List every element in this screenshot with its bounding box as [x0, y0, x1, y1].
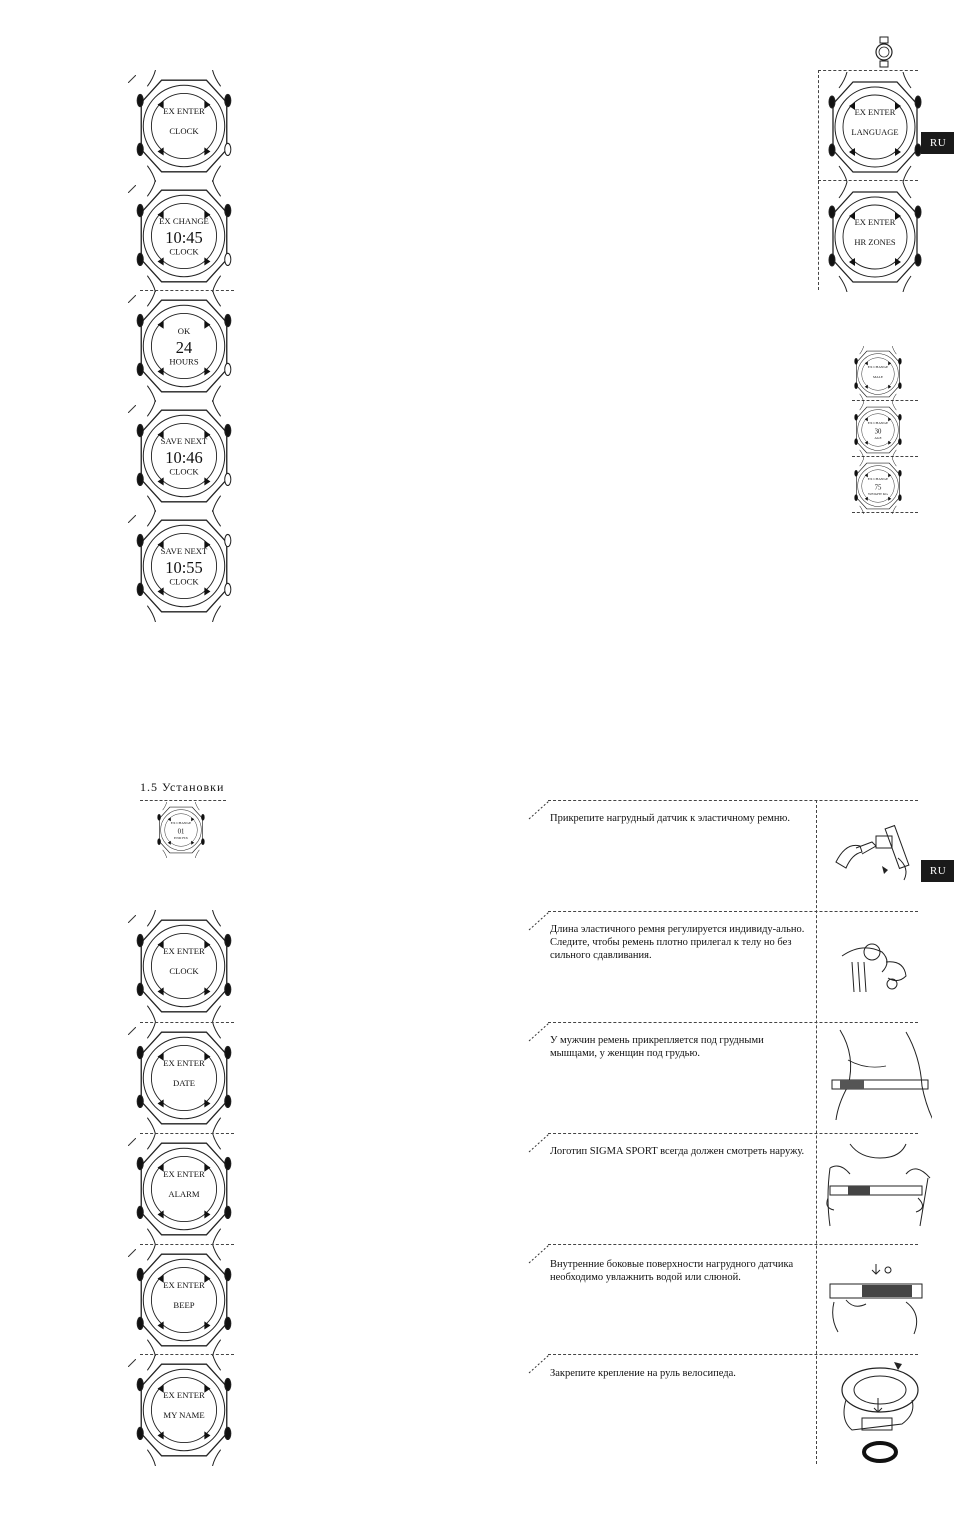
- lcd-big-value: 10:45: [165, 228, 203, 248]
- lcd-top-label: SAVE NEXT: [160, 435, 208, 446]
- watch-display: [850, 402, 906, 458]
- lcd-bottom-label: CLOCK: [169, 576, 199, 587]
- separator: [818, 70, 918, 71]
- separator: [140, 1244, 234, 1245]
- separator: [140, 290, 234, 291]
- lcd-bottom-label: CLOCK: [169, 246, 199, 257]
- lcd-top-label: OK: [177, 325, 191, 336]
- lcd-top-label: EX ENTER: [163, 945, 205, 956]
- lcd-top-label: EX CHANGE: [867, 420, 889, 425]
- torso-logo-illustration: [820, 1138, 932, 1235]
- lcd-bottom-label: MALE: [872, 375, 884, 380]
- lcd-bottom-label: CLOCK: [169, 126, 199, 137]
- watch-display: [132, 290, 236, 402]
- step-text-1: Прикрепите нагрудный датчик к эластичному ремню.: [550, 813, 790, 824]
- section-title: 1.5 Установки: [140, 780, 225, 794]
- lcd-big-value: 01: [177, 828, 185, 836]
- watch-display: [132, 910, 236, 1022]
- step-marker: [128, 1022, 136, 1030]
- step-text-6: Закрепите крепление на руль велосипеда.: [550, 1368, 736, 1379]
- separator: [140, 1133, 234, 1134]
- lcd-big-value: 10:46: [165, 448, 203, 468]
- language-badge: RU: [921, 860, 954, 882]
- lcd-top-label: EX ENTER: [163, 1057, 205, 1068]
- lcd-bottom-label: CLOCK: [169, 466, 199, 477]
- lcd-top-label: SAVE NEXT: [160, 545, 208, 556]
- lcd-top-label: EX CHANGE: [159, 215, 209, 226]
- step-marker: [128, 510, 136, 518]
- watch-display: [132, 1244, 236, 1356]
- lcd-top-label: EX ENTER: [163, 1168, 205, 1179]
- strap-attach-illustration: [832, 822, 914, 889]
- separator: [140, 1022, 234, 1023]
- watch-display: [152, 802, 210, 858]
- watch-top-icon: [872, 36, 896, 68]
- lcd-top-label: EX ENTER: [163, 1389, 205, 1400]
- lcd-top-label: EX CHANGE: [867, 364, 889, 369]
- step-text-2: Длина эластичного ремня регулируется индивиду-ально. Следите, чтобы ремень плотно прилегал к телу но без сильного сдавливания.: [550, 924, 805, 961]
- step-marker: [128, 1133, 136, 1141]
- step-marker: [128, 290, 136, 298]
- lcd-bottom-label: END FIX: [174, 836, 188, 841]
- separator: [816, 800, 817, 1464]
- step-text-5: Внутренние боковые поверхности нагрудного датчика необходимо увлажнить водой или слюной.: [550, 1259, 794, 1283]
- watch-display: [822, 182, 928, 292]
- strap-adjust-illustration: [832, 932, 914, 1001]
- lcd-bottom-label: WEIGHT KG: [868, 492, 888, 497]
- step-marker: [128, 1354, 136, 1362]
- lcd-top-label: EX ENTER: [163, 105, 205, 116]
- separator: [140, 1354, 234, 1355]
- bike-mount-illustration: [832, 1360, 924, 1469]
- lcd-bottom-label: AGE: [874, 436, 882, 441]
- lcd-big-value: 24: [175, 338, 193, 358]
- watch-display: [132, 400, 236, 512]
- lcd-big-value: 75: [874, 484, 882, 492]
- lcd-top-label: EX ENTER: [854, 217, 896, 227]
- step-text-4: Логотип SIGMA SPORT всегда должен смотреть наружу.: [550, 1146, 805, 1157]
- watch-display: [132, 510, 236, 622]
- lcd-bottom-label: HR ZONES: [854, 237, 896, 247]
- lcd-top-label: EX ENTER: [854, 107, 896, 117]
- step-marker: [128, 180, 136, 188]
- lcd-bottom-label: BEEP: [173, 1300, 195, 1311]
- lcd-bottom-label: ALARM: [168, 1189, 200, 1200]
- lcd-big-value: 30: [874, 428, 882, 436]
- step-marker: [128, 400, 136, 408]
- step-marker: [128, 910, 136, 918]
- lcd-top-label: EX CHANGE: [867, 476, 889, 481]
- watch-display: [132, 1354, 236, 1466]
- lcd-bottom-label: MY NAME: [163, 1410, 205, 1421]
- watch-display: [132, 1022, 236, 1134]
- lcd-bottom-label: CLOCK: [169, 966, 199, 977]
- step-text-3: У мужчин ремень прикрепляется под грудными мышцами, у женщин под грудью.: [550, 1035, 764, 1059]
- lcd-bottom-label: HOURS: [169, 356, 199, 367]
- step-marker: [128, 1244, 136, 1252]
- watch-display: [132, 70, 236, 182]
- lcd-bottom-label: LANGUAGE: [851, 127, 899, 137]
- sensor-moisten-illustration: [826, 1258, 926, 1343]
- lcd-big-value: 10:55: [165, 558, 203, 578]
- lcd-top-label: EX CHANGE: [170, 820, 192, 825]
- watch-display: [822, 72, 928, 182]
- watch-display: [132, 180, 236, 292]
- lcd-top-label: EX ENTER: [163, 1279, 205, 1290]
- watch-display: [850, 458, 906, 514]
- torso-male-illustration: [826, 1026, 932, 1127]
- watch-display: [850, 346, 906, 402]
- step-marker: [128, 70, 136, 78]
- separator: [140, 800, 226, 801]
- watch-display: [132, 1133, 236, 1245]
- language-badge: RU: [921, 132, 954, 154]
- lcd-bottom-label: DATE: [172, 1078, 196, 1089]
